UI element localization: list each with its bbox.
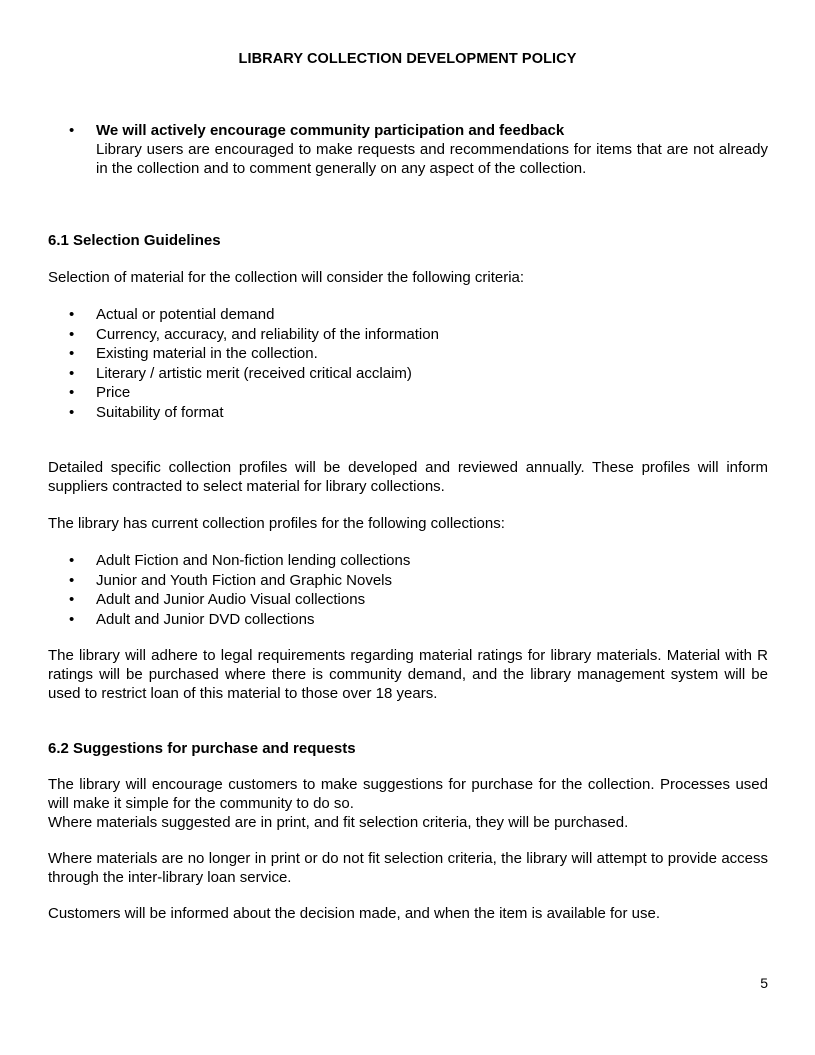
profiles-paragraph: Detailed specific collection profiles will be developed and reviewed annually. These profiles will inform suppliers contracted to select material for library collections. — [48, 459, 768, 495]
section-6-1-heading: 6.1 Selection Guidelines — [48, 232, 221, 249]
intro-bullet-item — [48, 121, 768, 178]
bullet-icon: • — [69, 571, 75, 589]
ratings-paragraph: The library will adhere to legal requirements regarding material ratings for library materials. Material with R ratings will be purchased where there is community demand, and the library management system will be used to restrict loan of this material to those over 18 years. — [48, 647, 768, 702]
intro-bullet-text: Library users are encouraged to make requests and recommendations for items that are not already in the collection and to comment generally on any aspect of the collection. — [96, 141, 768, 177]
bullet-icon: • — [69, 345, 75, 362]
bullet-icon: • — [69, 610, 75, 628]
collection-item-text: Adult Fiction and Non-fiction lending collections — [96, 552, 411, 569]
criteria-item-text: Price — [96, 384, 131, 401]
list-item — [48, 383, 768, 403]
list-item — [48, 403, 768, 423]
purchase-text: Where materials suggested are in print, and fit selection criteria, they will be purchased. — [48, 814, 629, 831]
bullet-icon: • — [69, 325, 75, 343]
bullet-icon: • — [69, 122, 75, 139]
collections-intro: The library has current collection profiles for the following collections: — [48, 515, 505, 532]
list-item — [48, 305, 768, 325]
interlibrary-paragraph: Where materials are no longer in print or do not fit selection criteria, the library will attempt to provide access through the inter-library loan service. — [48, 850, 768, 886]
bullet-icon: • — [69, 403, 75, 421]
collection-item-text: Adult and Junior DVD collections — [96, 610, 315, 628]
decision-paragraph: Customers will be informed about the decision made, and when the item is available for use. — [48, 905, 660, 922]
collection-item-text: Junior and Youth Fiction and Graphic Novels — [96, 571, 393, 589]
list-item — [48, 344, 768, 364]
section-6-2-heading: 6.2 Suggestions for purchase and requests — [48, 740, 356, 757]
criteria-item-text: Existing material in the collection. — [96, 345, 318, 362]
collection-item-text: Adult and Junior Audio Visual collections — [96, 591, 366, 608]
suggestions-paragraph — [48, 775, 768, 832]
criteria-item-text: Currency, accuracy, and reliability of the information — [96, 325, 439, 343]
list-item — [48, 364, 768, 384]
bullet-icon: • — [69, 384, 75, 401]
section-6-1-intro: Selection of material for the collection will consider the following criteria: — [48, 269, 525, 286]
list-item — [48, 325, 768, 345]
criteria-item-text: Suitability of format — [96, 403, 224, 421]
bullet-icon: • — [69, 591, 75, 608]
criteria-list — [48, 305, 768, 422]
page-title: LIBRARY COLLECTION DEVELOPMENT POLICY — [238, 51, 577, 67]
suggestions-text: The library will encourage customers to make suggestions for purchase for the collection. Processes used will make it simple for the community to do so. — [48, 776, 768, 812]
bullet-icon: • — [69, 306, 75, 323]
list-item — [48, 610, 768, 630]
list-item — [48, 571, 768, 591]
intro-bullet-heading: We will actively encourage community participation and feedback — [96, 122, 565, 139]
list-item — [48, 551, 768, 571]
bullet-icon: • — [69, 364, 75, 382]
bullet-icon: • — [69, 552, 75, 569]
list-item — [48, 590, 768, 610]
criteria-item-text: Actual or potential demand — [96, 306, 275, 323]
collections-list — [48, 551, 768, 629]
criteria-item-text: Literary / artistic merit (received critical acclaim) — [96, 364, 412, 382]
page-number: 5 — [760, 975, 768, 991]
